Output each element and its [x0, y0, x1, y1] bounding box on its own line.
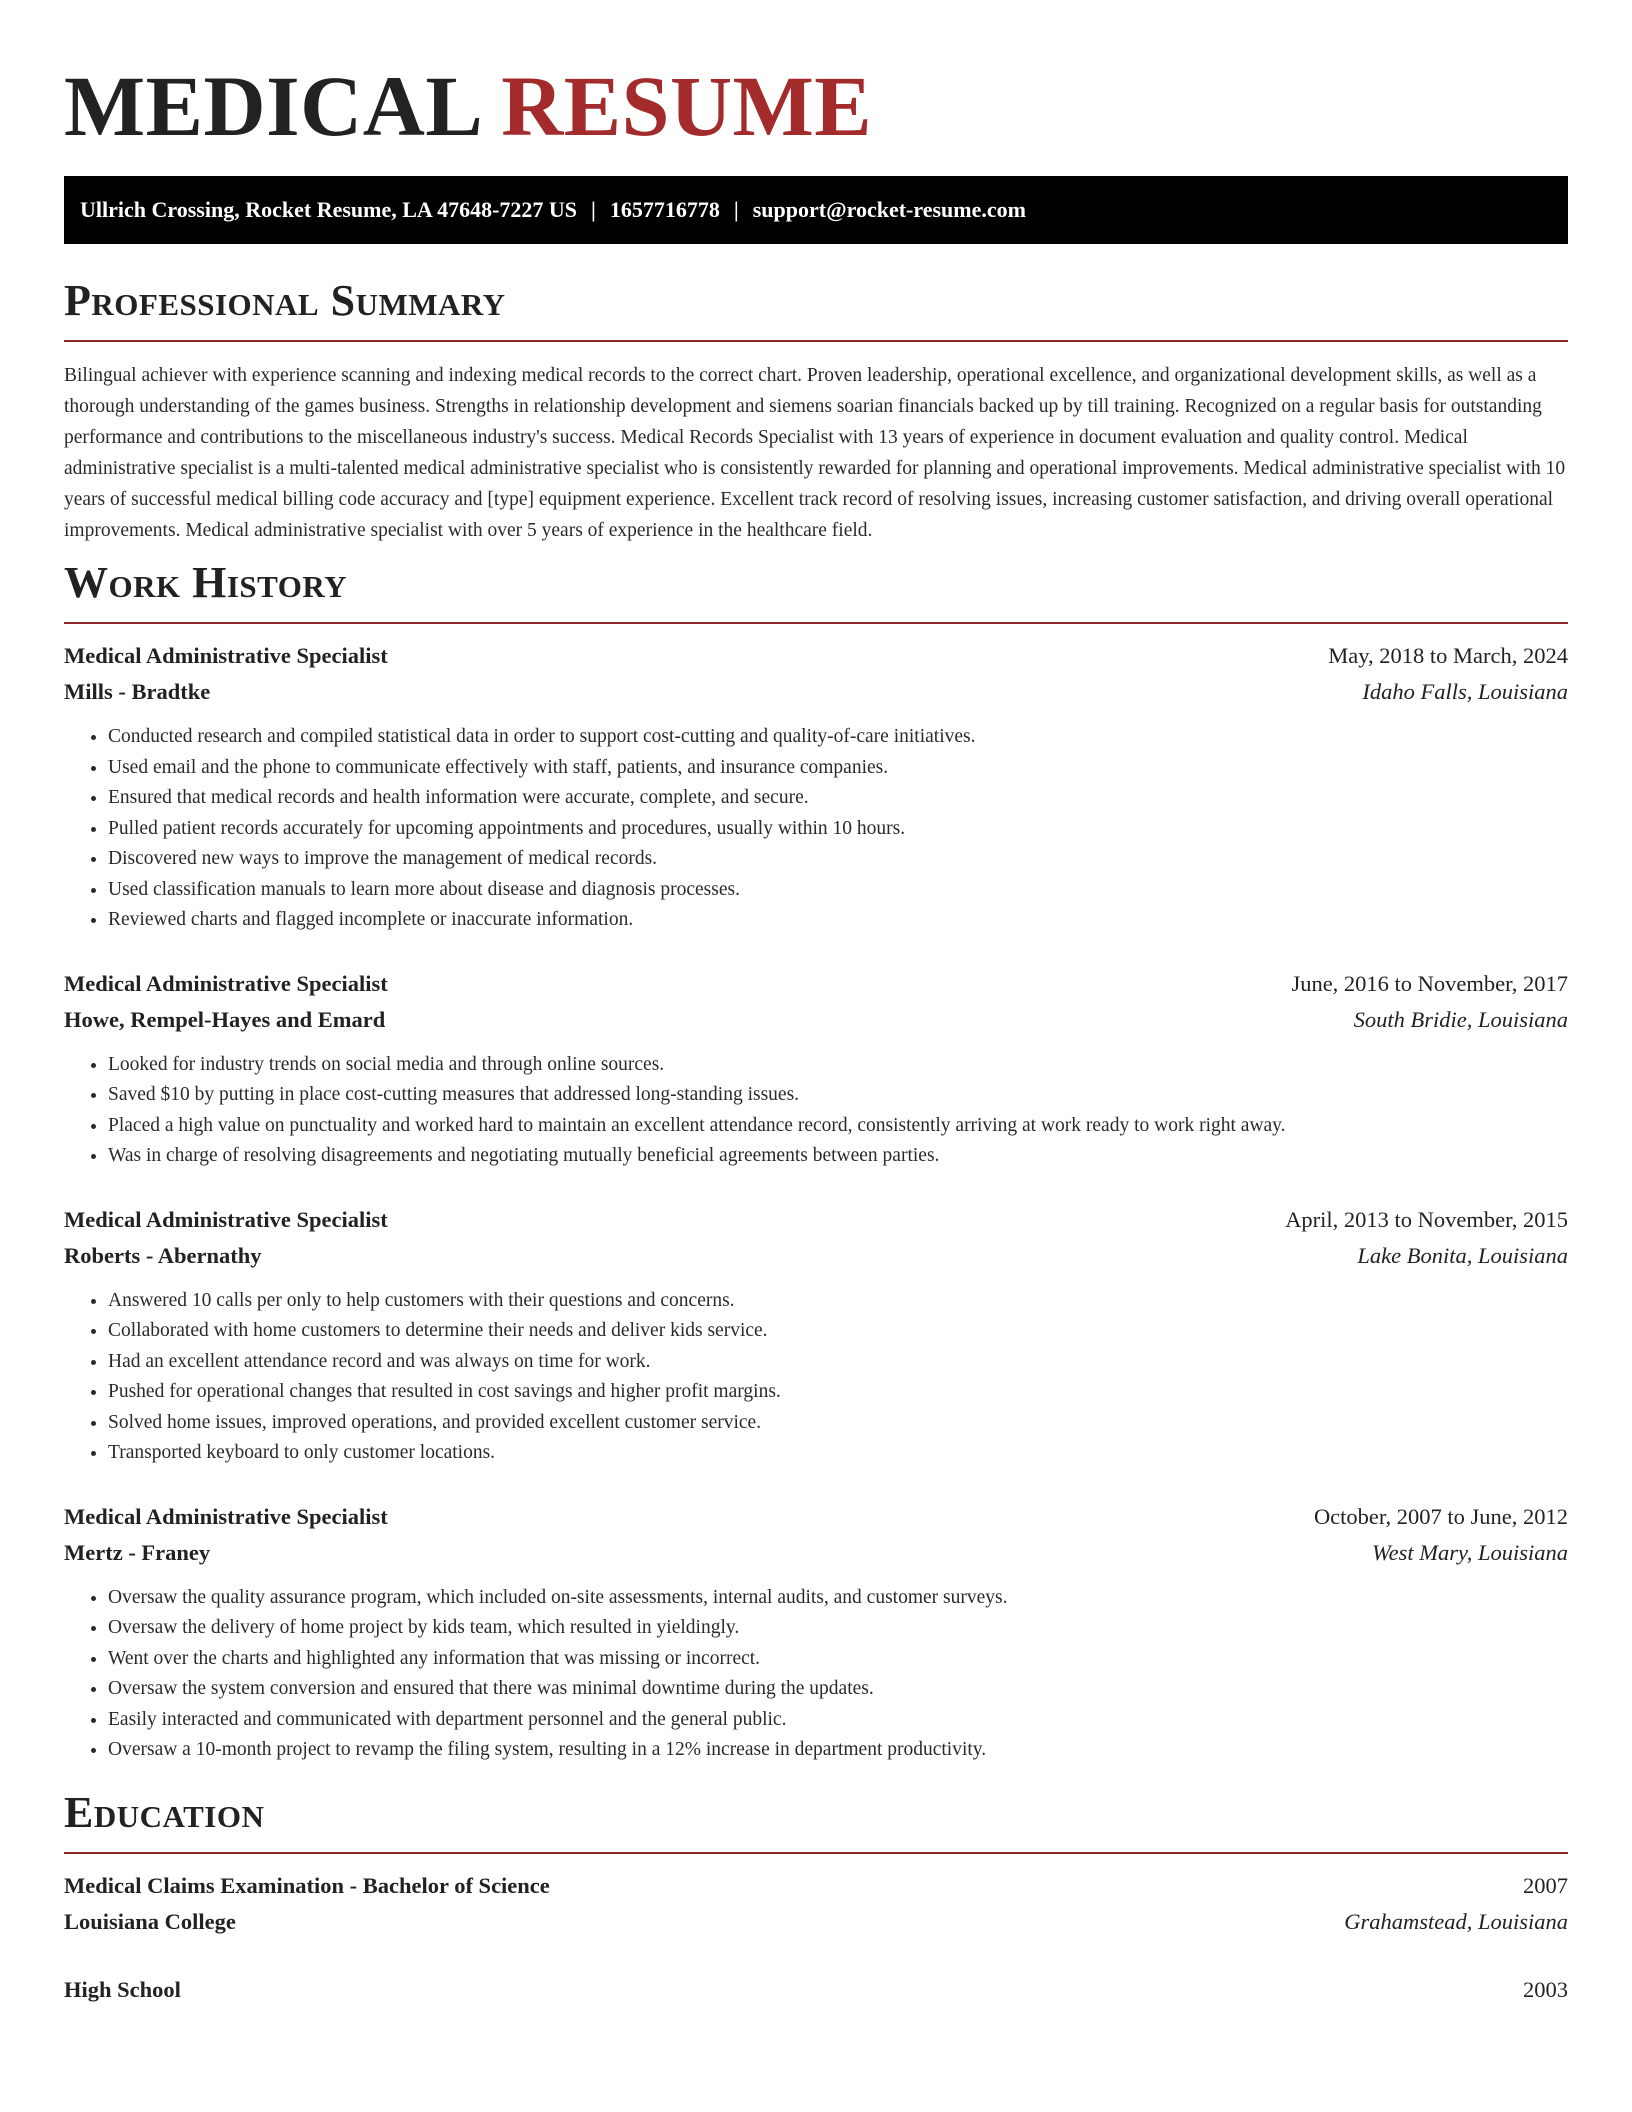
summary-text: Bilingual achiever with experience scanning and indexing medical records to the correct chart. Proven leadership, operational excellence, and organizational development skills, as well as a thorough understanding of the games business. Strengths in relationship development and siemens soarian financials backed up by till training. Recognized on a regular basis for outstanding performance and contributions to the miscellaneous industry's success. Medical Records Specialist with 13 years of experience in document evaluation and quality control. Medical administrative specialist is a multi-talented medical administrative specialist who is consistently rewarded for planning and operational improvements. Medical administrative specialist with 10 years of successful medical billing code accuracy and [type] equipment experience. Excellent track record of resolving issues, increasing customer satisfaction, and driving overall operational improvements. Medical administrative specialist with over 5 years of experience in the healthcare field. — [64, 365, 1566, 541]
job-location: Lake Bonita, Louisiana — [1357, 1242, 1568, 1268]
list-item: • Oversaw a 10-month project to revamp the filing system, resulting in a 12% increase in department productivity. — [108, 1735, 1568, 1766]
list-item: • Oversaw the delivery of home project by kids team, which resulted in yieldingly. — [108, 1613, 1568, 1644]
section-heading-education: Education — [64, 1787, 265, 1837]
work-history-section — [64, 546, 1568, 1766]
education-year: 2003 — [1523, 1976, 1568, 2002]
job-employer: Mertz - Franey — [64, 1539, 211, 1565]
job-bullets — [64, 1583, 1568, 1766]
list-item: • Ensured that medical records and health information were accurate, complete, and secure. — [108, 783, 1568, 814]
contact-bar — [64, 176, 1568, 244]
list-item: • Reviewed charts and flagged incomplete or inaccurate information. — [108, 905, 1568, 936]
job-entry — [64, 1499, 1568, 1766]
job-title: Medical Administrative Specialist — [64, 643, 388, 668]
job-employer: Howe, Rempel-Hayes and Emard — [64, 1006, 386, 1032]
list-item: • Saved $10 by putting in place cost-cutting measures that addressed long-standing issues. — [108, 1080, 1568, 1111]
job-dates: April, 2013 to November, 2015 — [1285, 1206, 1568, 1232]
job-dates: October, 2007 to June, 2012 — [1313, 1503, 1568, 1529]
list-item: • Went over the charts and highlighted any information that was missing or incorrect. — [108, 1644, 1568, 1675]
job-bullets — [64, 1286, 1568, 1469]
list-item: • Was in charge of resolving disagreements and negotiating mutually beneficial agreements between parties. — [108, 1141, 1568, 1172]
list-item: • Answered 10 calls per only to help customers with their questions and concerns. — [108, 1286, 1568, 1317]
title-word-resume: RESUME — [501, 58, 873, 154]
section-divider — [64, 340, 1568, 342]
list-item: • Solved home issues, improved operations, and provided excellent customer service. — [108, 1408, 1568, 1439]
job-bullets — [64, 722, 1568, 936]
job-employer: Mills - Bradtke — [64, 679, 211, 704]
contact-separator: | — [733, 197, 739, 222]
education-degree: High School — [64, 1976, 181, 2002]
job-location: Idaho Falls, Louisiana — [1362, 679, 1568, 704]
section-heading-summary: Professional Summary — [64, 276, 506, 325]
job-employer: Roberts - Abernathy — [64, 1242, 262, 1268]
list-item: • Oversaw the quality assurance program, which included on-site assessments, internal audits, and customer surveys. — [108, 1583, 1568, 1614]
list-item: • Used classification manuals to learn more about disease and diagnosis processes. — [108, 875, 1568, 906]
list-item: • Collaborated with home customers to determine their needs and deliver kids service. — [108, 1316, 1568, 1347]
job-entry — [64, 966, 1568, 1172]
list-item: • Had an excellent attendance record and was always on time for work. — [108, 1347, 1568, 1378]
contact-address: Ullrich Crossing, Rocket Resume, LA 47648-7227 US — [80, 197, 578, 222]
education-entry — [64, 1868, 1568, 1940]
education-school: Louisiana College — [64, 1908, 236, 1934]
list-item: • Easily interacted and communicated with department personnel and the general public. — [108, 1705, 1568, 1736]
section-heading-work-history: Work History — [64, 558, 348, 607]
list-item: • Pulled patient records accurately for upcoming appointments and procedures, usually within 10 hours. — [108, 814, 1568, 845]
education-location: Grahamstead, Louisiana — [1344, 1908, 1568, 1934]
job-dates: May, 2018 to March, 2024 — [1328, 643, 1568, 668]
job-title: Medical Administrative Specialist — [64, 1503, 388, 1529]
job-location: South Bridie, Louisiana — [1353, 1006, 1568, 1032]
section-divider — [64, 622, 1568, 624]
job-bullets — [64, 1050, 1568, 1172]
job-entry — [64, 638, 1568, 936]
summary-section — [64, 244, 1568, 546]
list-item: • Discovered new ways to improve the management of medical records. — [108, 844, 1568, 875]
education-year: 2007 — [1523, 1872, 1568, 1898]
job-entry — [64, 1202, 1568, 1469]
contact-email: support@rocket-resume.com — [752, 197, 1026, 222]
job-title: Medical Administrative Specialist — [64, 970, 388, 996]
job-dates: June, 2016 to November, 2017 — [1291, 970, 1568, 996]
job-location: West Mary, Louisiana — [1371, 1539, 1568, 1565]
list-item: • Placed a high value on punctuality and worked hard to maintain an excellent attendance record, consistently arriving at work ready to work right away. — [108, 1111, 1568, 1142]
contact-separator: | — [591, 197, 596, 222]
list-item: • Looked for industry trends on social media and through online sources. — [108, 1050, 1568, 1081]
education-section — [64, 1766, 1568, 2008]
list-item: • Conducted research and compiled statistical data in order to support cost-cutting and quality-of-care initiatives. — [108, 722, 1568, 753]
list-item: • Used email and the phone to communicate effectively with staff, patients, and insurance companies. — [108, 753, 1568, 784]
resume-title — [64, 0, 1568, 176]
education-degree: Medical Claims Examination - Bachelor of Science — [64, 1872, 550, 1898]
list-item: • Transported keyboard to only customer locations. — [108, 1438, 1568, 1469]
contact-phone: 1657716778 — [609, 197, 720, 222]
list-item: • Oversaw the system conversion and ensured that there was minimal downtime during the updates. — [108, 1674, 1568, 1705]
section-divider — [64, 1852, 1568, 1854]
job-title: Medical Administrative Specialist — [64, 1206, 388, 1232]
title-word-medical: MEDICAL — [64, 58, 484, 154]
list-item: • Pushed for operational changes that resulted in cost savings and higher profit margins. — [108, 1377, 1568, 1408]
education-entry — [64, 1972, 1568, 2008]
